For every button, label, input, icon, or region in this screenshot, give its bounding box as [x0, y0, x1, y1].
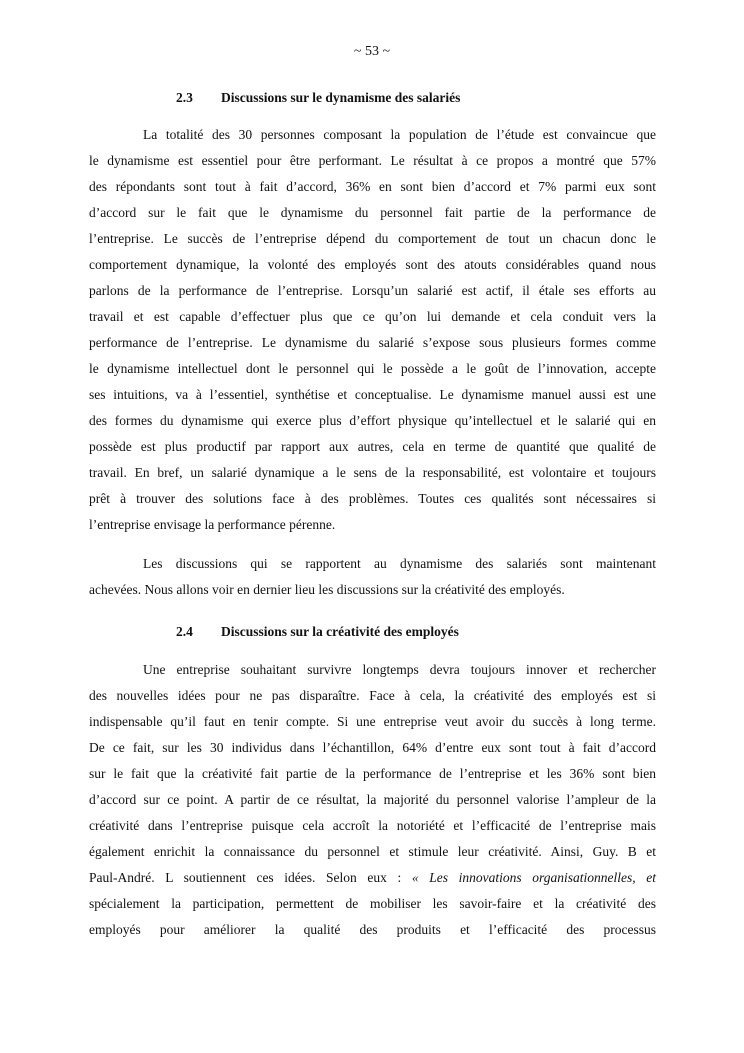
text-line: l’entreprise envisage la performance pérenne.: [89, 517, 336, 532]
section-title: Discussions sur la créativité des employés: [221, 624, 459, 639]
text-line: indispensable qu’il faut en tenir compte. Si une entreprise veut avoir du succès à long terme.: [89, 714, 656, 729]
text-line: parlons de la performance de l’entreprise. Lorsqu’un salarié est actif, il étale ses efforts au: [89, 283, 656, 298]
text-line: le dynamisme est essentiel pour être performant. Le résultat à ce propos a montré que 57%: [89, 153, 656, 168]
text-line: achevées. Nous allons voir en dernier lieu les discussions sur la créativité des employés.: [89, 582, 565, 597]
section-number: 2.4: [176, 624, 193, 639]
section-number: 2.3: [176, 90, 193, 105]
section-heading-2-3: [176, 90, 460, 106]
text-line-quote-intro: [89, 865, 656, 891]
section-title: Discussions sur le dynamisme des salariés: [221, 90, 461, 105]
text-line: créativité dans l’entreprise puisque cela accroît la notoriété et l’efficacité de l’entreprise mais: [89, 818, 656, 833]
text-line: performance de l’entreprise. Le dynamisme du salarié s’expose sous plusieurs formes comme: [89, 335, 656, 350]
quote-text: « Les innovations organisationnelles, et: [411, 870, 657, 885]
text-line: l’entreprise. Le succès de l’entreprise dépend du comportement de tout un chacun donc le: [89, 231, 656, 246]
quote-line: spécialement la participation, permettent de mobiliser les savoir-faire et la créativité des: [89, 896, 656, 911]
text-line: prêt à trouver des solutions face à des problèmes. Toutes ces qualités sont nécessaires si: [89, 491, 656, 506]
text-line: travail et est capable d’effectuer plus que ce qu’on lui demande et cela conduit vers la: [89, 309, 656, 324]
text-line: des répondants sont tout à fait d’accord, 36% en sont bien d’accord et 7% parmi eux sont: [89, 179, 656, 194]
text-line: travail. En bref, un salarié dynamique a le sens de la responsabilité, est volontaire et toujours: [89, 465, 656, 480]
text-line: le dynamisme intellectuel dont le personnel qui le possède a le goût de l’innovation, accepte: [89, 361, 656, 376]
page-number: ~ 53 ~: [353, 44, 391, 59]
text-line: Les discussions qui se rapportent au dynamisme des salariés sont maintenant: [143, 556, 656, 571]
quote-intro: Paul-André. L soutiennent ces idées. Selon eux :: [89, 870, 402, 885]
text-line: La totalité des 30 personnes composant la population de l’étude est convaincue que: [143, 127, 656, 142]
quote-line: employés pour améliorer la qualité des produits et l’efficacité des processus: [89, 922, 656, 937]
text-line: sur le fait que la créativité fait partie de la performance de l’entreprise et les 36% sont bien: [89, 766, 656, 781]
paragraph-transition: [89, 551, 656, 603]
section-heading-2-4: [176, 624, 459, 640]
text-line: De ce fait, sur les 30 individus dans l’échantillon, 64% d’entre eux sont tout à fait d’accord: [89, 740, 656, 755]
paragraph-creativite: [89, 657, 656, 943]
text-line: comportement dynamique, la volonté des employés sont des atouts considérables quand nous: [89, 257, 656, 272]
text-line: également enrichit la connaissance du personnel et stimule leur créativité. Ainsi, Guy. B et: [89, 844, 656, 859]
text-line: possède est plus productif par rapport aux autres, cela en terme de quantité que qualité de: [89, 439, 656, 454]
text-line: des formes du dynamisme qui exerce plus d’effort physique qu’intellectuel et le salarié qui en: [89, 413, 656, 428]
text-line: Une entreprise souhaitant survivre longtemps devra toujours innover et rechercher: [143, 662, 656, 677]
text-line: des nouvelles idées pour ne pas disparaître. Face à cela, la créativité des employés est si: [89, 688, 656, 703]
text-line: d’accord sur ce point. A partir de ce résultat, la majorité du personnel valorise l’ampleur de la: [89, 792, 656, 807]
paragraph-dynamisme: [89, 122, 656, 538]
text-line: d’accord sur le fait que le dynamisme du personnel fait partie de la performance de: [89, 205, 656, 220]
text-line: ses intuitions, va à l’essentiel, synthétise et conceptualise. Le dynamisme manuel aussi est une: [89, 387, 656, 402]
